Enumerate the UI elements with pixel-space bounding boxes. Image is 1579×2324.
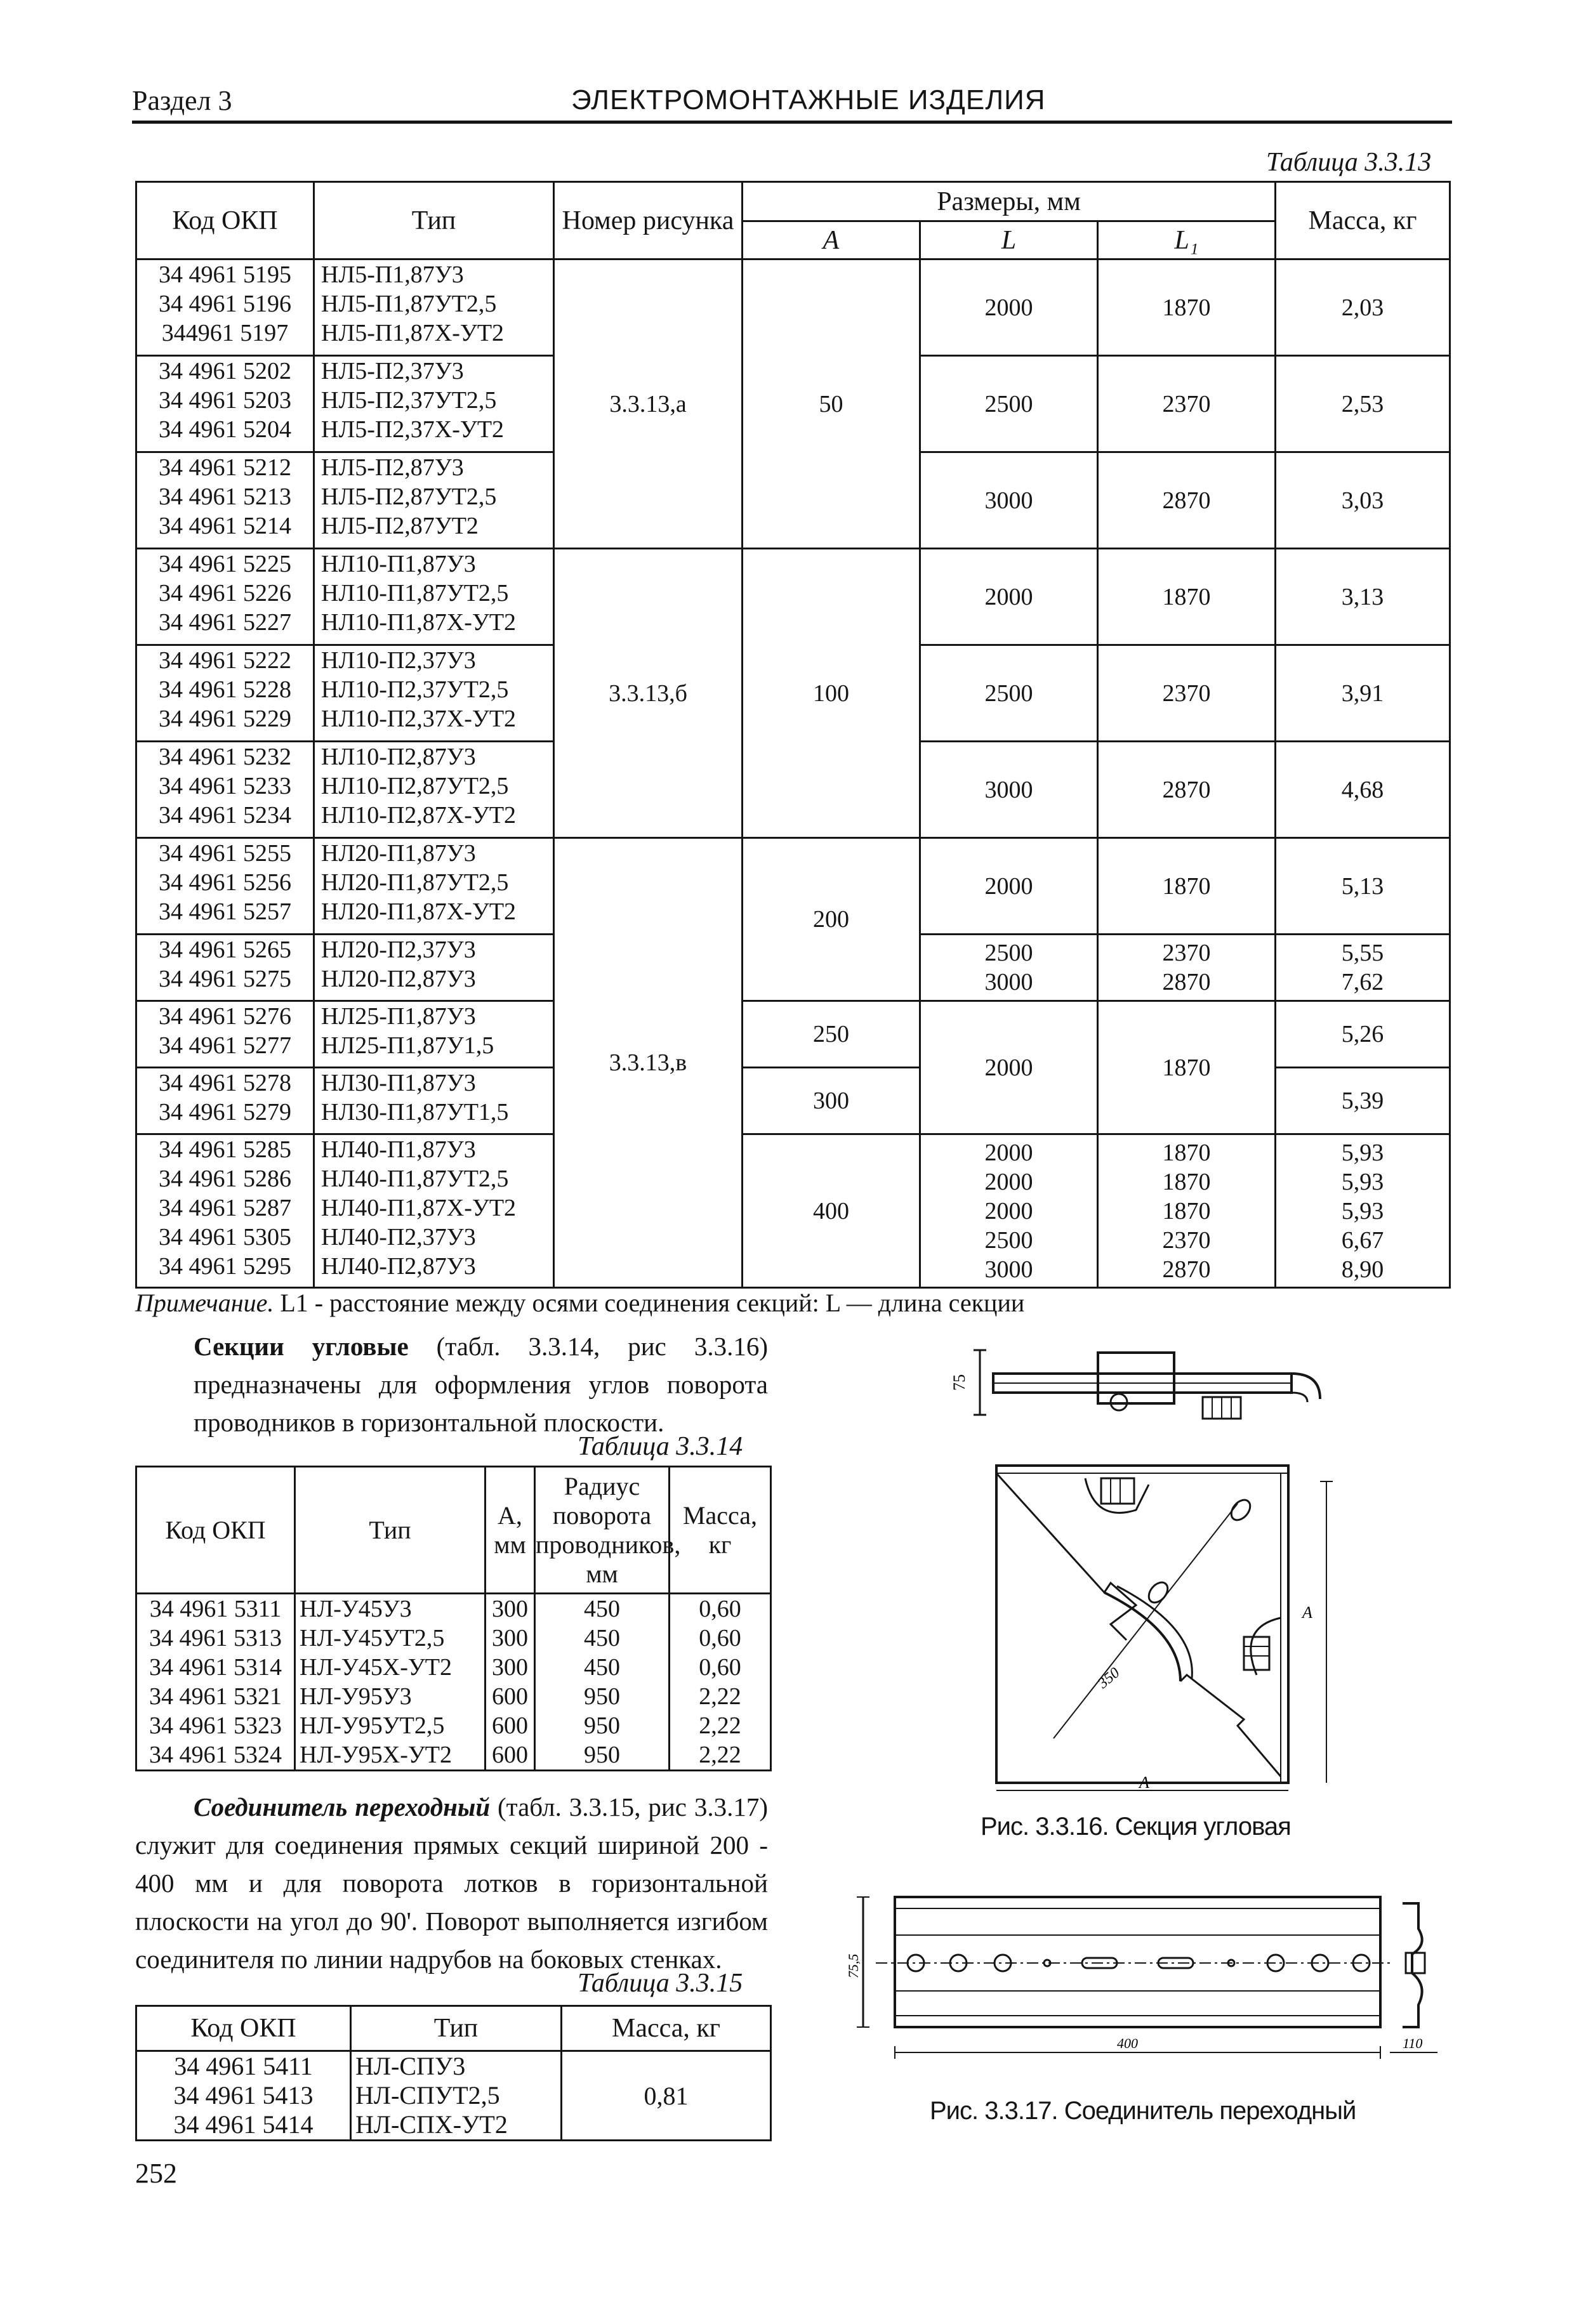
l-cell: 2000 2000 2000 2500 3000 (920, 1134, 1098, 1288)
mass-cell: 4,68 (1276, 742, 1450, 838)
l-cell: 2500 (920, 356, 1098, 452)
l1-cell: 2370 2870 (1098, 935, 1276, 1001)
l1-cell: 2870 (1098, 742, 1276, 838)
fig-cell: 3.3.13,в (554, 838, 743, 1288)
fig16-dim-radius: 350 (1095, 1664, 1123, 1692)
th15-mass: Масса, кг (562, 2006, 771, 2051)
th14-code: Код ОКП (136, 1467, 295, 1594)
table-15 (135, 2005, 772, 2141)
table-15-caption: Таблица 3.3.15 (578, 1969, 743, 1998)
l-cell: 3000 (920, 452, 1098, 549)
type-cell: НЛ10-П1,87У3 НЛ10-П1,87УТ2,5 НЛ10-П1,87Х-УТ2 (314, 549, 554, 645)
l1-cell: 2370 (1098, 645, 1276, 742)
l1-cell: 2870 (1098, 452, 1276, 549)
mass-cell: 3,03 (1276, 452, 1450, 549)
fig16-plan-view (990, 1459, 1345, 1802)
code-cell: 34 4961 5225 34 4961 5226 34 4961 5227 (136, 549, 314, 645)
a-cell: 250 (743, 1001, 920, 1068)
fig17-dim-w: 400 (1117, 2035, 1138, 2051)
fig16-side-view (939, 1339, 1358, 1434)
code-cell: 34 4961 5285 34 4961 5286 34 4961 5287 34 4961 5305 34 4961 5295 (136, 1134, 314, 1288)
a-cell: 100 (743, 549, 920, 838)
type-cell: НЛ30-П1,87У3 НЛ30-П1,87УТ1,5 (314, 1068, 554, 1134)
l1-cell: 1870 (1098, 549, 1276, 645)
fig16-dim-top: 75 (950, 1374, 968, 1391)
code-cell: 34 4961 5232 34 4961 5233 34 4961 5234 (136, 742, 314, 838)
type-cell: НЛ20-П1,87У3 НЛ20-П1,87УТ2,5 НЛ20-П1,87Х-УТ2 (314, 838, 554, 935)
l-cell: 3000 (920, 742, 1098, 838)
fig17-dim-side: 110 (1403, 2035, 1423, 2051)
code-cell: 34 4961 5278 34 4961 5279 (136, 1068, 314, 1134)
page-number: 252 (135, 2158, 177, 2189)
th-l: L (920, 221, 1098, 259)
a-cell: 50 (743, 259, 920, 549)
table-13 (135, 181, 1451, 1289)
th-l1: L₁ (1098, 221, 1276, 259)
l-cell: 2000 (920, 1001, 1098, 1134)
code-cell: 34 4961 5255 34 4961 5256 34 4961 5257 (136, 838, 314, 935)
code-cell: 34 4961 5311 34 4961 5313 34 4961 5314 34 4961 5321 34 4961 5323 34 4961 5324 (136, 1594, 295, 1771)
code-cell: 34 4961 5265 34 4961 5275 (136, 935, 314, 1001)
table-14-caption: Таблица 3.3.14 (578, 1432, 743, 1461)
code-cell: 34 4961 5411 34 4961 5413 34 4961 5414 (136, 2051, 351, 2141)
l-cell: 2000 (920, 259, 1098, 356)
type-cell: НЛ20-П2,37У3 НЛ20-П2,87У3 (314, 935, 554, 1001)
a-cell: 400 (743, 1134, 920, 1288)
mass-cell: 3,13 (1276, 549, 1450, 645)
l1-cell: 1870 (1098, 838, 1276, 935)
type-cell: НЛ25-П1,87У3 НЛ25-П1,87У1,5 (314, 1001, 554, 1068)
th-type: Тип (314, 182, 554, 259)
mass-cell: 5,93 5,93 5,93 6,67 8,90 (1276, 1134, 1450, 1288)
mass-cell: 5,26 (1276, 1001, 1450, 1068)
l1-cell: 1870 (1098, 259, 1276, 356)
header-rule (132, 121, 1452, 124)
code-cell: 34 4961 5195 34 4961 5196 344961 5197 (136, 259, 314, 356)
th14-radius: Радиус поворота проводников, мм (535, 1467, 670, 1594)
code-cell: 34 4961 5276 34 4961 5277 (136, 1001, 314, 1068)
mass-cell: 5,13 (1276, 838, 1450, 935)
type-cell: НЛ-У45У3 НЛ-У45УТ2,5 НЛ-У45Х-УТ2 НЛ-У95У3 НЛ-У95УТ2,5 НЛ-У95Х-УТ2 (295, 1594, 486, 1771)
fig-cell: 3.3.13,б (554, 549, 743, 838)
table-13-caption: Таблица 3.3.13 (1266, 148, 1432, 177)
th-mass: Масса, кг (1276, 182, 1450, 259)
mass-cell: 0,81 (562, 2051, 771, 2141)
th-a: A (743, 221, 920, 259)
th-dims: Размеры, мм (743, 182, 1276, 221)
fig16-dim-a-bottom: A (1139, 1773, 1149, 1792)
section-label: Раздел 3 (132, 85, 232, 116)
radius-cell: 450 450 450 950 950 950 (535, 1594, 670, 1771)
table-14 (135, 1466, 772, 1771)
fig17-drawing (844, 1884, 1441, 2075)
mass-cell: 2,03 (1276, 259, 1450, 356)
th15-type: Тип (351, 2006, 562, 2051)
type-cell: НЛ10-П2,87У3 НЛ10-П2,87УТ2,5 НЛ10-П2,87Х-УТ2 (314, 742, 554, 838)
fig17-dim-h: 75,5 (845, 1953, 861, 1978)
a-cell: 300 (743, 1068, 920, 1134)
th14-mass: Масса, кг (670, 1467, 771, 1594)
paragraph-corner-sections: Секции угловые (табл. 3.3.14, рис 3.3.16) предназначены для оформления углов поворота проводников в горизонтальной плоскости. (194, 1332, 768, 1437)
l1-cell: 2370 (1098, 356, 1276, 452)
mass-cell: 5,39 (1276, 1068, 1450, 1134)
l-cell: 2000 (920, 838, 1098, 935)
fig-cell: 3.3.13,а (554, 259, 743, 549)
mass-cell: 5,55 7,62 (1276, 935, 1450, 1001)
th-code: Код ОКП (136, 182, 314, 259)
type-cell: НЛ5-П1,87У3 НЛ5-П1,87УТ2,5 НЛ5-П1,87Х-УТ2 (314, 259, 554, 356)
code-cell: 34 4961 5222 34 4961 5228 34 4961 5229 (136, 645, 314, 742)
l-cell: 2500 (920, 645, 1098, 742)
l-cell: 2000 (920, 549, 1098, 645)
type-cell: НЛ40-П1,87У3 НЛ40-П1,87УТ2,5 НЛ40-П1,87Х-УТ2 НЛ40-П2,37У3 НЛ40-П2,87У3 (314, 1134, 554, 1288)
th14-a: А, мм (486, 1467, 535, 1594)
a-cell: 200 (743, 838, 920, 1001)
type-cell: НЛ10-П2,37У3 НЛ10-П2,37УТ2,5 НЛ10-П2,37Х-УТ2 (314, 645, 554, 742)
mass-cell: 2,53 (1276, 356, 1450, 452)
paragraph-connector: Соединитель переходный (табл. 3.3.15, рис 3.3.17) служит для соединения прямых секций шириной 200 - 400 мм и для поворота лотков в горизонтальной плоскости на угол до 90'. Поворот выполняется изгибом соединителя по линии надрубов на боковых стенках. (135, 1792, 768, 1974)
fig17-caption: Рис. 3.3.17. Соединитель переходный (930, 2097, 1356, 2125)
th15-code: Код ОКП (136, 2006, 351, 2051)
l-cell: 2500 3000 (920, 935, 1098, 1001)
mass-cell: 3,91 (1276, 645, 1450, 742)
th14-type: Тип (295, 1467, 486, 1594)
type-cell: НЛ5-П2,87У3 НЛ5-П2,87УТ2,5 НЛ5-П2,87УТ2 (314, 452, 554, 549)
l1-cell: 1870 (1098, 1001, 1276, 1134)
a-cell: 300 300 300 600 600 600 (486, 1594, 535, 1771)
code-cell: 34 4961 5202 34 4961 5203 34 4961 5204 (136, 356, 314, 452)
type-cell: НЛ-СПУ3 НЛ-СПУТ2,5 НЛ-СПХ-УТ2 (351, 2051, 562, 2141)
type-cell: НЛ5-П2,37У3 НЛ5-П2,37УТ2,5 НЛ5-П2,37Х-УТ2 (314, 356, 554, 452)
th-fig: Номер рисунка (554, 182, 743, 259)
fig16-caption: Рис. 3.3.16. Секция угловая (981, 1813, 1291, 1841)
l1-cell: 1870 1870 1870 2370 2870 (1098, 1134, 1276, 1288)
page-title: ЭЛЕКТРОМОНТАЖНЫЕ ИЗДЕЛИЯ (571, 84, 1046, 115)
mass-cell: 0,60 0,60 0,60 2,22 2,22 2,22 (670, 1594, 771, 1771)
table-note: Примечание. L1 - расстояние между осями соединения секций: L — длина секции (135, 1289, 1025, 1317)
code-cell: 34 4961 5212 34 4961 5213 34 4961 5214 (136, 452, 314, 549)
fig16-dim-a-side: A (1302, 1603, 1312, 1622)
